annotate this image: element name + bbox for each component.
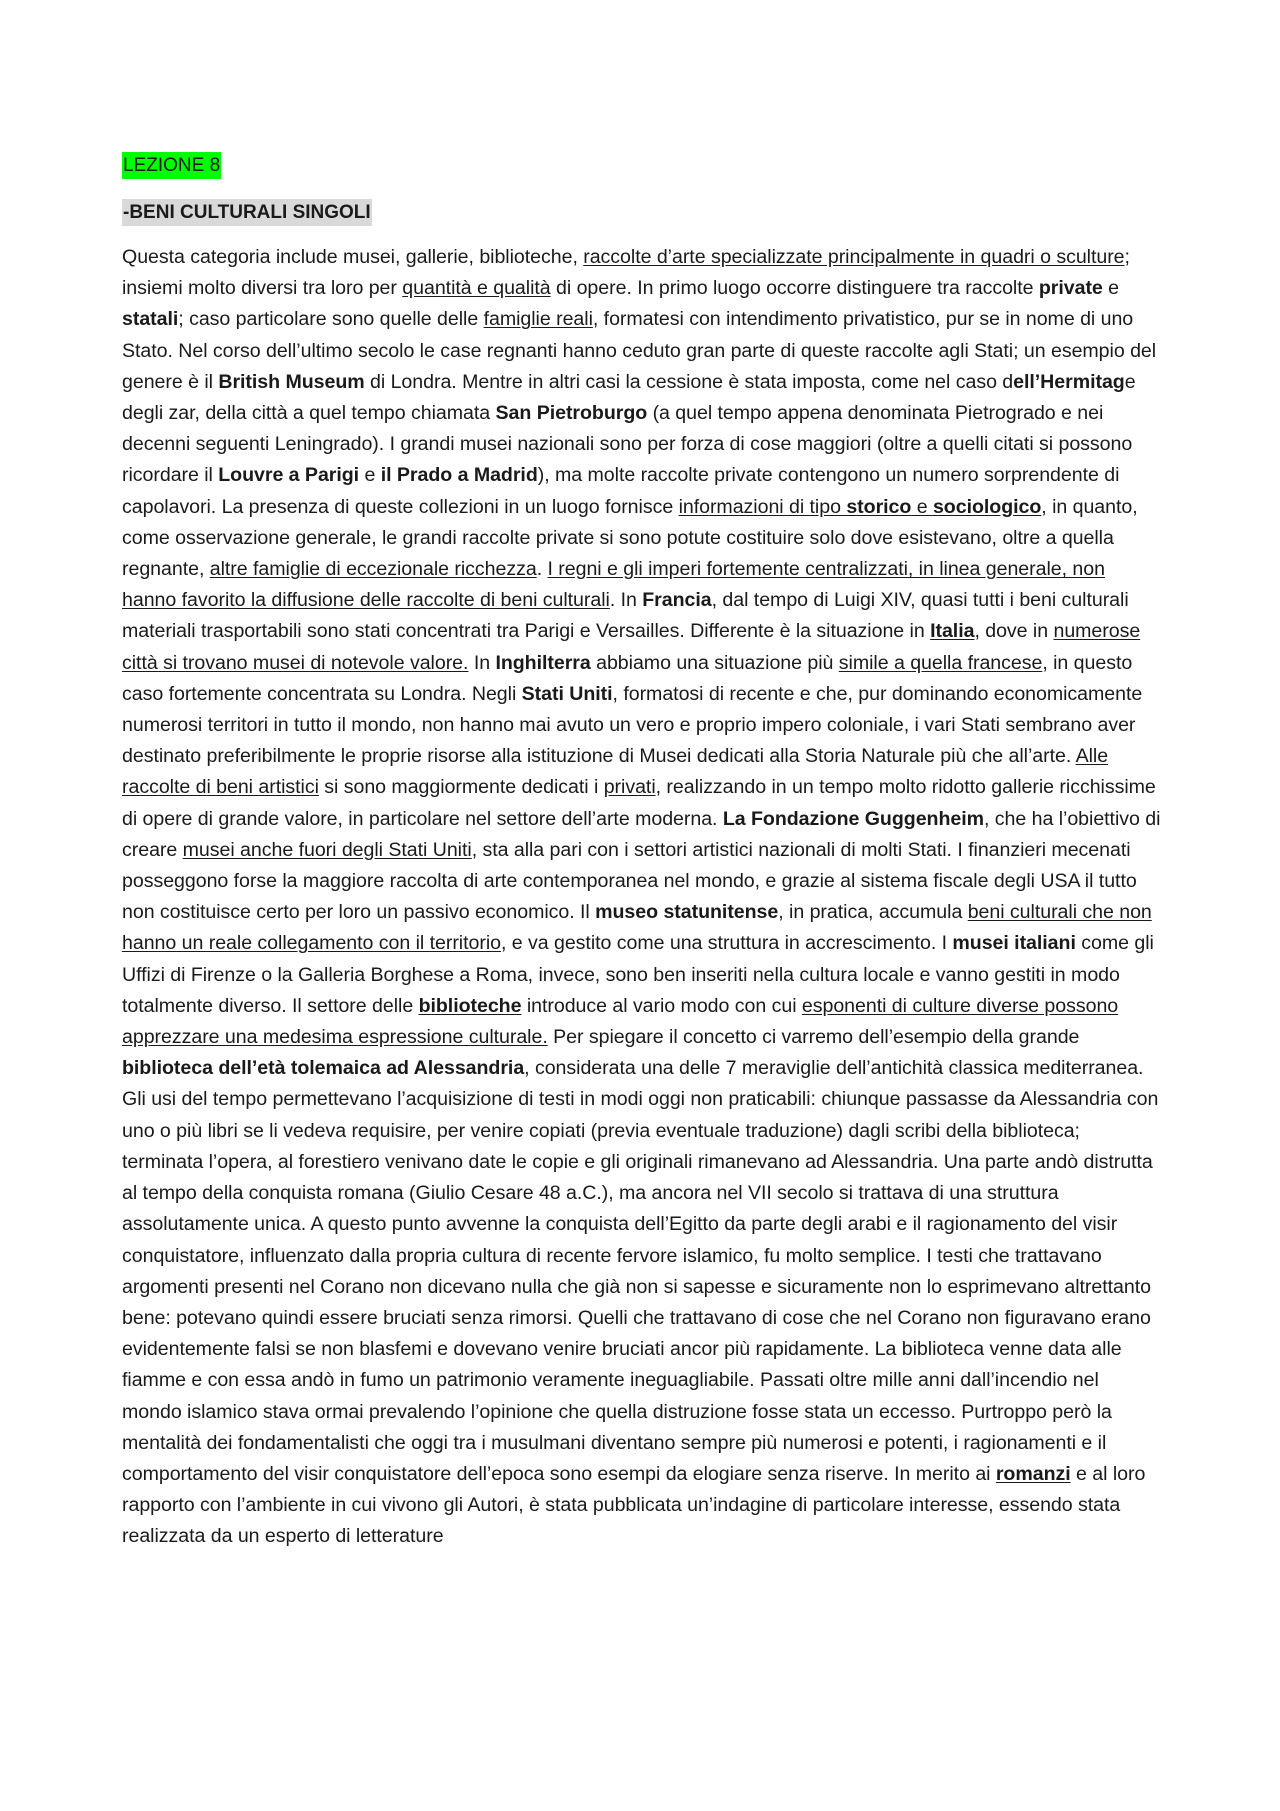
text-run-underline: privati bbox=[603, 776, 656, 799]
text-run-underline: simile a quella francese bbox=[838, 651, 1043, 674]
text-run-underline: biblioteche bbox=[418, 994, 522, 1017]
text-run: e degli zar, della città a quel tempo chiamata bbox=[122, 370, 1136, 425]
text-run-underline: e bbox=[911, 495, 933, 518]
text-run-bold-underline bbox=[419, 995, 522, 1017]
text-run-underline: Italia bbox=[930, 620, 975, 643]
text-run: (a quel tempo appena denominata Pietrogrado e nei decenni seguenti Leningrado). I grandi musei nazionali sono per forza di cose maggiori (oltre a quelli citati si possono ricordare il bbox=[122, 402, 1133, 487]
text-run-underline: I regni e gli imperi fortemente centralizzati, in linea generale, non hanno favorito la diffusione delle raccolte di beni culturali bbox=[122, 558, 1105, 612]
text-run: In bbox=[468, 651, 496, 674]
text-run-bold: Stati Uniti bbox=[521, 682, 613, 705]
text-run: abbiamo una situazione più bbox=[590, 651, 839, 674]
text-run: introduce al vario modo con cui bbox=[521, 994, 802, 1017]
text-run: , che ha l’obiettivo di creare bbox=[122, 807, 1161, 861]
text-run: e bbox=[359, 464, 381, 487]
text-run-bold: La Fondazione Guggenheim bbox=[722, 807, 984, 830]
text-run-bold: Inghilterra bbox=[495, 651, 591, 674]
text-run-underline: esponenti di culture diverse possono apprezzare una medesima espressione culturale. bbox=[122, 994, 1119, 1049]
text-run: di Londra. Mentre in altri casi la cessione è stata imposta, come nel caso d bbox=[364, 370, 1014, 393]
text-run-bold: British Museum bbox=[218, 370, 365, 393]
text-run-underline: storico bbox=[846, 495, 912, 518]
text-run-bold: il Prado a Madrid bbox=[380, 464, 538, 487]
text-run: , dove in bbox=[974, 620, 1054, 643]
text-run-bold: statali bbox=[122, 308, 179, 331]
text-run-underline: quantità e qualità bbox=[402, 277, 551, 300]
text-run-underline: altre famiglie di eccezionale ricchezza bbox=[209, 558, 537, 581]
text-run-bold: Francia bbox=[642, 589, 712, 612]
text-run-underline: raccolte d’arte specializzate principalmente in quadri o sculture bbox=[583, 246, 1125, 268]
text-run-underline: romanzi bbox=[995, 1462, 1071, 1485]
text-run-underline: sociologico bbox=[932, 495, 1042, 518]
text-run: , sta alla pari con i settori artistici nazionali di molti Stati. I finanzieri mecenati posseggono forse la maggiore raccolta di arte contemporanea nel mondo, e grazie al sistema fiscale degli USA il tutto non costituisce certo per loro un passivo economico. Il bbox=[122, 838, 1137, 924]
text-run: , formatosi di recente e che, pur dominando economicamente numerosi territori in tutto il mondo, non hanno mai avuto un vero e proprio impero coloniale, i vari Stati sembrano aver destinato preferibilmente le proprie risorse alla istituzione di Musei dedicati alla Storia Naturale più che all’arte. bbox=[122, 682, 1143, 768]
text-run: . In bbox=[609, 589, 643, 612]
text-run: come gli Uffizi di Firenze o la Galleria Borghese a Roma, invece, sono ben inseriti nella cultura locale e vanno gestiti in modo totalmente diverso. Il settore delle bbox=[122, 932, 1154, 1017]
text-run: , dal tempo di Luigi XIV, quasi tutti i beni culturali materiali trasportabili sono stati concentrati tra Parigi e Versailles. Differente è la situazione in bbox=[122, 589, 1129, 643]
text-run: , in questo caso fortemente concentrata su Londra. Negli bbox=[122, 651, 1133, 705]
text-run-underline: numerose città si trovano musei di notevole valore. bbox=[122, 620, 1141, 674]
text-run: di opere. In primo luogo occorre distinguere tra raccolte bbox=[550, 277, 1039, 300]
text-run-bold-underline bbox=[930, 620, 974, 642]
text-run: , e va gestito come una struttura in accrescimento. I bbox=[500, 932, 953, 955]
text-run-bold-underline bbox=[996, 1463, 1071, 1485]
text-run-bold-underline bbox=[933, 496, 1041, 518]
text-run: , in quanto, come osservazione generale, le grandi raccolte private si sono potute costituire solo dove esistevano, oltre a quella regnante, bbox=[122, 495, 1138, 581]
document-content bbox=[122, 152, 1162, 1553]
body-paragraph bbox=[122, 242, 1162, 1553]
text-run: ), ma molte raccolte private contengono un numero sorprendente di capolavori. La presenza di queste collezioni in un luogo fornisce bbox=[122, 464, 1120, 518]
text-run-underline: famiglie reali bbox=[483, 308, 593, 331]
text-run-underline: Alle raccolte di beni artistici bbox=[122, 745, 1109, 799]
section-title: -BENI CULTURALI SINGOLI bbox=[122, 199, 372, 226]
text-run: si sono maggiormente dedicati i bbox=[318, 776, 604, 799]
text-run-bold: biblioteca dell’età tolemaica ad Alessandria bbox=[122, 1057, 525, 1080]
text-run-bold: museo statunitense bbox=[595, 901, 779, 924]
lesson-label: LEZIONE 8 bbox=[122, 152, 221, 179]
text-run: e bbox=[1102, 277, 1120, 300]
text-run-bold: private bbox=[1038, 277, 1103, 300]
text-run: ; caso particolare sono quelle delle bbox=[178, 308, 484, 331]
text-run-bold-underline bbox=[846, 496, 911, 518]
text-run-bold: musei italiani bbox=[952, 932, 1076, 955]
text-run-underline: informazioni di tipo bbox=[678, 495, 847, 518]
text-run: Questa categoria include musei, gallerie, biblioteche, bbox=[122, 246, 584, 268]
text-run-bold: ell’Hermitag bbox=[1013, 370, 1125, 393]
text-run: , realizzando in un tempo molto ridotto gallerie ricchissime di opere di grande valore, in particolare nel settore dell’arte moderna. bbox=[122, 776, 1156, 830]
text-run: . bbox=[536, 558, 548, 581]
text-run: ; insiemi molto diversi tra loro per bbox=[122, 246, 1130, 300]
text-run-underline: beni culturali che non hanno un reale collegamento con il territorio bbox=[122, 901, 1152, 955]
text-run-underline: musei anche fuori degli Stati Uniti bbox=[182, 838, 472, 861]
text-run: , considerata una delle 7 meraviglie dell’antichità classica mediterranea. Gli usi del tempo permettevano l’acquisizione di testi in modi oggi non praticabili: chiunque passasse da Alessandria con uno o più libri se li vedeva requisire, per venire copiati (previa eventuale traduzione) dagli scribi della biblioteca; terminata l’opera, al forestiero venivano date le copie e gli originali rimanevano ad Alessandria. Una parte andò distrutta al tempo della conquista romana (Giulio Cesare 48 a.C.), ma ancora nel VII secolo si trattava di una struttura assolutamente unica. A questo punto avvenne la conquista dell’Egitto da parte degli arabi e il ragionamento del visir conquistatore, influenzato dalla propria cultura di recente fervore islamico, fu molto semplice. I testi che trattavano argomenti presenti nel Corano non dicevano nulla che già non si sapesse e sicuramente non lo esprimevano altrettanto bene: potevano quindi essere bruciati senza rimorsi. Quelli che trattavano di cose che nel Corano non figuravano erano evidentemente falsi se non blasfemi e dovevano venire bruciati ancor più rapidamente. La biblioteca venne data alle fiamme e con essa andò in fumo un patrimonio veramente ineguagliabile. Passati oltre mille anni dall’incendio nel mondo islamico stava ormai prevalendo l’opinione che quella distruzione fosse stata un eccesso. Purtroppo però la mentalità dei fondamentalisti che oggi tra i musulmani diventano sempre più numerosi e potenti, i ragionamenti e il comportamento del visir conquistatore dell’epoca sono esempi da elogiare senza riserve. In merito ai bbox=[122, 1057, 1159, 1485]
text-run: , formatesi con intendimento privatistico, pur se in nome di uno Stato. Nel corso dell’ultimo secolo le case regnanti hanno ceduto gran parte di queste raccolte agli Stati; un esempio del genere è il bbox=[122, 308, 1157, 393]
text-run-bold: San Pietroburgo bbox=[495, 402, 648, 425]
text-run: , in pratica, accumula bbox=[778, 901, 968, 924]
text-run: e al loro rapporto con l’ambiente in cui vivono gli Autori, è stata pubblicata un’indagine di particolare interesse, essendo stata realizzata da un esperto di letterature bbox=[122, 1462, 1146, 1548]
text-run: Per spiegare il concetto ci varremo dell’esempio della grande bbox=[547, 1026, 1080, 1049]
text-run-bold: Louvre a Parigi bbox=[218, 464, 360, 487]
